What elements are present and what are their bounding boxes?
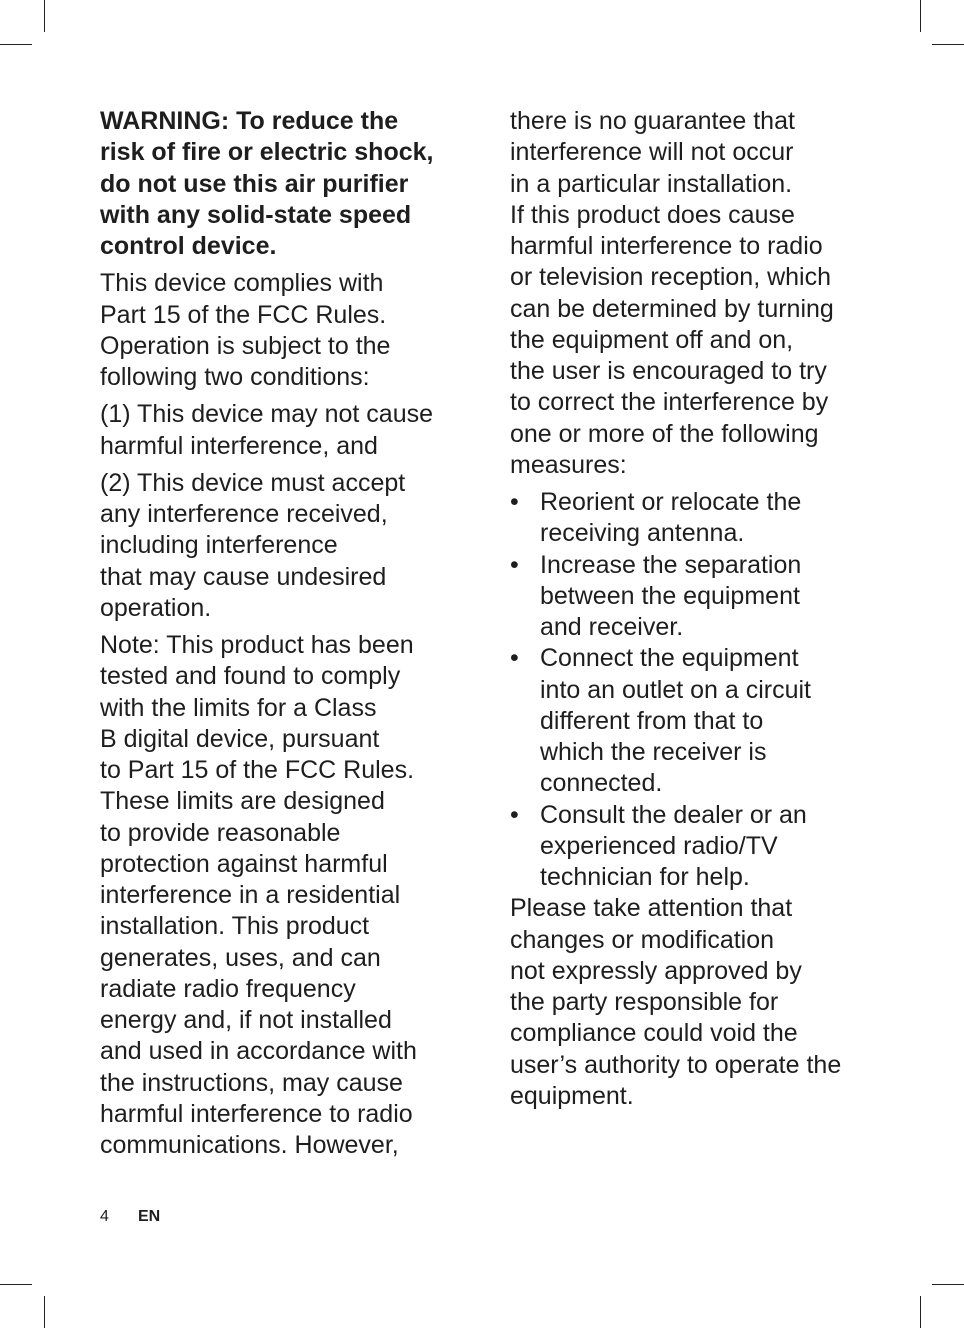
text-line: risk of fire or electric shock, — [100, 138, 434, 167]
text-line: experienced radio/TV — [540, 831, 778, 860]
text-line: the party responsible for — [510, 988, 779, 1016]
text-line: receiving antenna. — [540, 519, 745, 548]
crop-mark — [0, 44, 32, 45]
text-line: one or more of the following — [510, 419, 819, 448]
crop-mark — [932, 44, 964, 45]
text-line: the user is encouraged to try — [510, 357, 827, 385]
text-line: and used in accordance with — [100, 1037, 417, 1066]
bullet-icon: • — [510, 800, 519, 829]
text-line: the instructions, may cause — [100, 1068, 403, 1097]
text-line: to correct the interference by — [510, 388, 829, 417]
paragraph — [100, 399, 450, 462]
crop-mark — [0, 1284, 32, 1285]
text-line: that may cause undesired — [100, 562, 387, 591]
paragraph — [100, 630, 450, 1161]
bullet-icon: • — [510, 644, 519, 673]
text-line: to Part 15 of the FCC Rules. — [100, 756, 415, 784]
text-line: interference will not occur — [510, 138, 794, 167]
list-item — [510, 550, 890, 644]
text-line: in a particular installation. — [510, 169, 793, 198]
text-line: with any solid-state speed — [100, 200, 412, 229]
text-line: user’s authority to operate the — [510, 1050, 842, 1079]
text-line: B digital device, pursuant — [100, 724, 380, 753]
text-line: connected. — [540, 769, 663, 798]
text-line: Connect the equipment — [540, 644, 799, 673]
left-column — [100, 106, 450, 1161]
text-line: not expressly approved by — [510, 956, 802, 985]
text-line: different from that to — [540, 706, 764, 735]
text-line: and receiver. — [540, 613, 684, 641]
text-line: to provide reasonable — [100, 818, 341, 847]
text-line: following two conditions: — [100, 363, 370, 391]
bullet-icon: • — [510, 488, 519, 516]
text-line: (2) This device must accept — [100, 468, 406, 497]
text-line: communications. However, — [100, 1131, 399, 1159]
text-line: into an outlet on a circuit — [540, 675, 811, 704]
measures-list — [510, 487, 890, 893]
language-label: EN — [138, 1208, 161, 1225]
paragraph — [100, 268, 450, 393]
list-item — [510, 487, 890, 550]
text-line: harmful interference to radio — [510, 232, 823, 260]
text-line: changes or modification — [510, 925, 775, 954]
text-line: interference in a residential — [100, 881, 401, 909]
text-line: radiate radio frequency — [100, 974, 356, 1003]
text-line: energy and, if not installed — [100, 1006, 392, 1034]
text-line: compliance could void the — [510, 1019, 798, 1048]
text-line: Reorient or relocate the — [540, 488, 802, 516]
text-line: These limits are designed — [100, 787, 385, 816]
text-line: operation. — [100, 593, 212, 622]
warning-heading — [100, 106, 450, 262]
text-line: with the limits for a Class — [100, 693, 377, 722]
text-line: Consult the dealer or an — [540, 800, 807, 829]
bullet-icon: • — [510, 550, 519, 579]
text-line: Operation is subject to the — [100, 331, 391, 360]
text-line: which the receiver is — [540, 738, 767, 766]
paragraph — [100, 468, 450, 624]
text-line: WARNING: To reduce the — [100, 107, 399, 135]
text-line: (1) This device may not cause — [100, 400, 434, 429]
text-line: Note: This product has been — [100, 631, 414, 659]
text-line: there is no guarantee that — [510, 107, 795, 135]
text-line: protection against harmful — [100, 849, 388, 878]
list-item — [510, 800, 890, 894]
text-line: installation. This product — [100, 912, 370, 941]
text-line: harmful interference to radio — [100, 1099, 413, 1128]
right-column — [510, 106, 890, 1112]
list-item — [510, 643, 890, 799]
text-line: Increase the separation — [540, 550, 802, 579]
text-line: measures: — [510, 450, 627, 479]
text-line: equipment. — [510, 1081, 634, 1110]
text-line: technician for help. — [540, 863, 750, 891]
text-line: harmful interference, and — [100, 431, 378, 460]
text-line: between the equipment — [540, 581, 800, 610]
crop-mark — [920, 0, 921, 32]
crop-mark — [932, 1284, 964, 1285]
page-number: 4 — [100, 1208, 109, 1225]
crop-mark — [44, 1296, 45, 1328]
text-line: do not use this air purifier — [100, 169, 409, 198]
text-line: any interference received, — [100, 500, 388, 528]
text-line: the equipment off and on, — [510, 325, 794, 354]
text-line: can be determined by turning — [510, 294, 834, 323]
text-line: or television reception, which — [510, 263, 831, 292]
text-line: tested and found to comply — [100, 662, 401, 691]
text-line: This device complies with — [100, 269, 384, 298]
text-line: If this product does cause — [510, 200, 795, 229]
text-line: including interference — [100, 531, 338, 560]
paragraph — [510, 106, 890, 481]
crop-mark — [44, 0, 45, 32]
text-line: generates, uses, and can — [100, 943, 381, 972]
text-line: control device. — [100, 232, 277, 260]
text-line: Part 15 of the FCC Rules. — [100, 300, 387, 329]
paragraph — [510, 893, 890, 1112]
text-line: Please take attention that — [510, 894, 793, 923]
crop-mark — [920, 1296, 921, 1328]
